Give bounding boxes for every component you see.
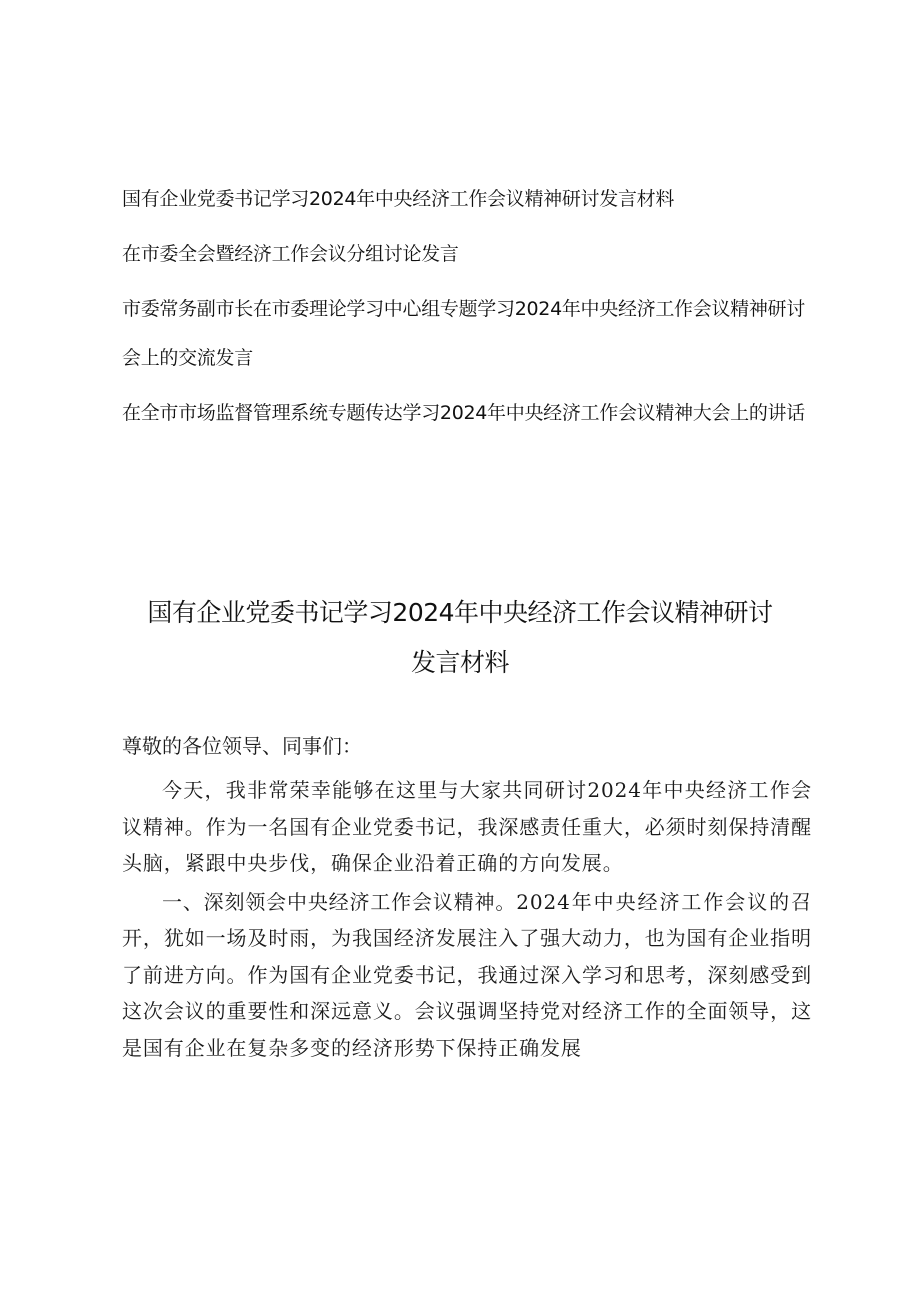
paragraph — [122, 772, 812, 882]
toc-item: 国有企业党委书记学习2024年中央经济工作会议精神研讨发言材料 — [122, 188, 675, 210]
paragraph-text: 今天，我非常荣幸能够在这里与大家共同研讨2024年中央经济工作会议精神。作为一名国有企业党委书记，我深感责任重大，必须时刻保持清醒头脑，紧跟中央步伐，确保企业沿着正确的方向发展。 — [122, 778, 812, 875]
paragraph-text: 2024年中央经济工作会议的召开，犹如一场及时雨，为我国经济发展注入了强大动力，也为国有企业指明了前进方向。作为国有企业党委书记，我通过深入学习和思考，深刻感受到这次会议的重要性和深远意义。会议强调坚持党对经济工作的全面领导，这是国有企业在复杂多变的经济形势下保持正确发展 — [122, 889, 812, 1060]
toc-item: 市委常务副市长在市委理论学习中心组专题学习2024年中央经济工作会议精神研讨 — [122, 298, 805, 320]
toc-item: 在市委全会暨经济工作会议分组讨论发言 — [122, 243, 459, 265]
document-body — [122, 728, 812, 1066]
toc-item: 在全市市场监督管理系统专题传达学习2024年中央经济工作会议精神大会上的讲话 — [122, 402, 805, 424]
table-of-contents — [122, 184, 812, 453]
toc-item: 会上的交流发言 — [122, 347, 253, 369]
section-heading: 一、深刻领会中央经济工作会议精神。 — [162, 889, 517, 914]
paragraph — [122, 884, 812, 1067]
salutation: 尊敬的各位领导、同事们： — [122, 734, 362, 758]
document-title: 国有企业党委书记学习2024年中央经济工作会议精神研讨发言材料 — [147, 598, 773, 677]
